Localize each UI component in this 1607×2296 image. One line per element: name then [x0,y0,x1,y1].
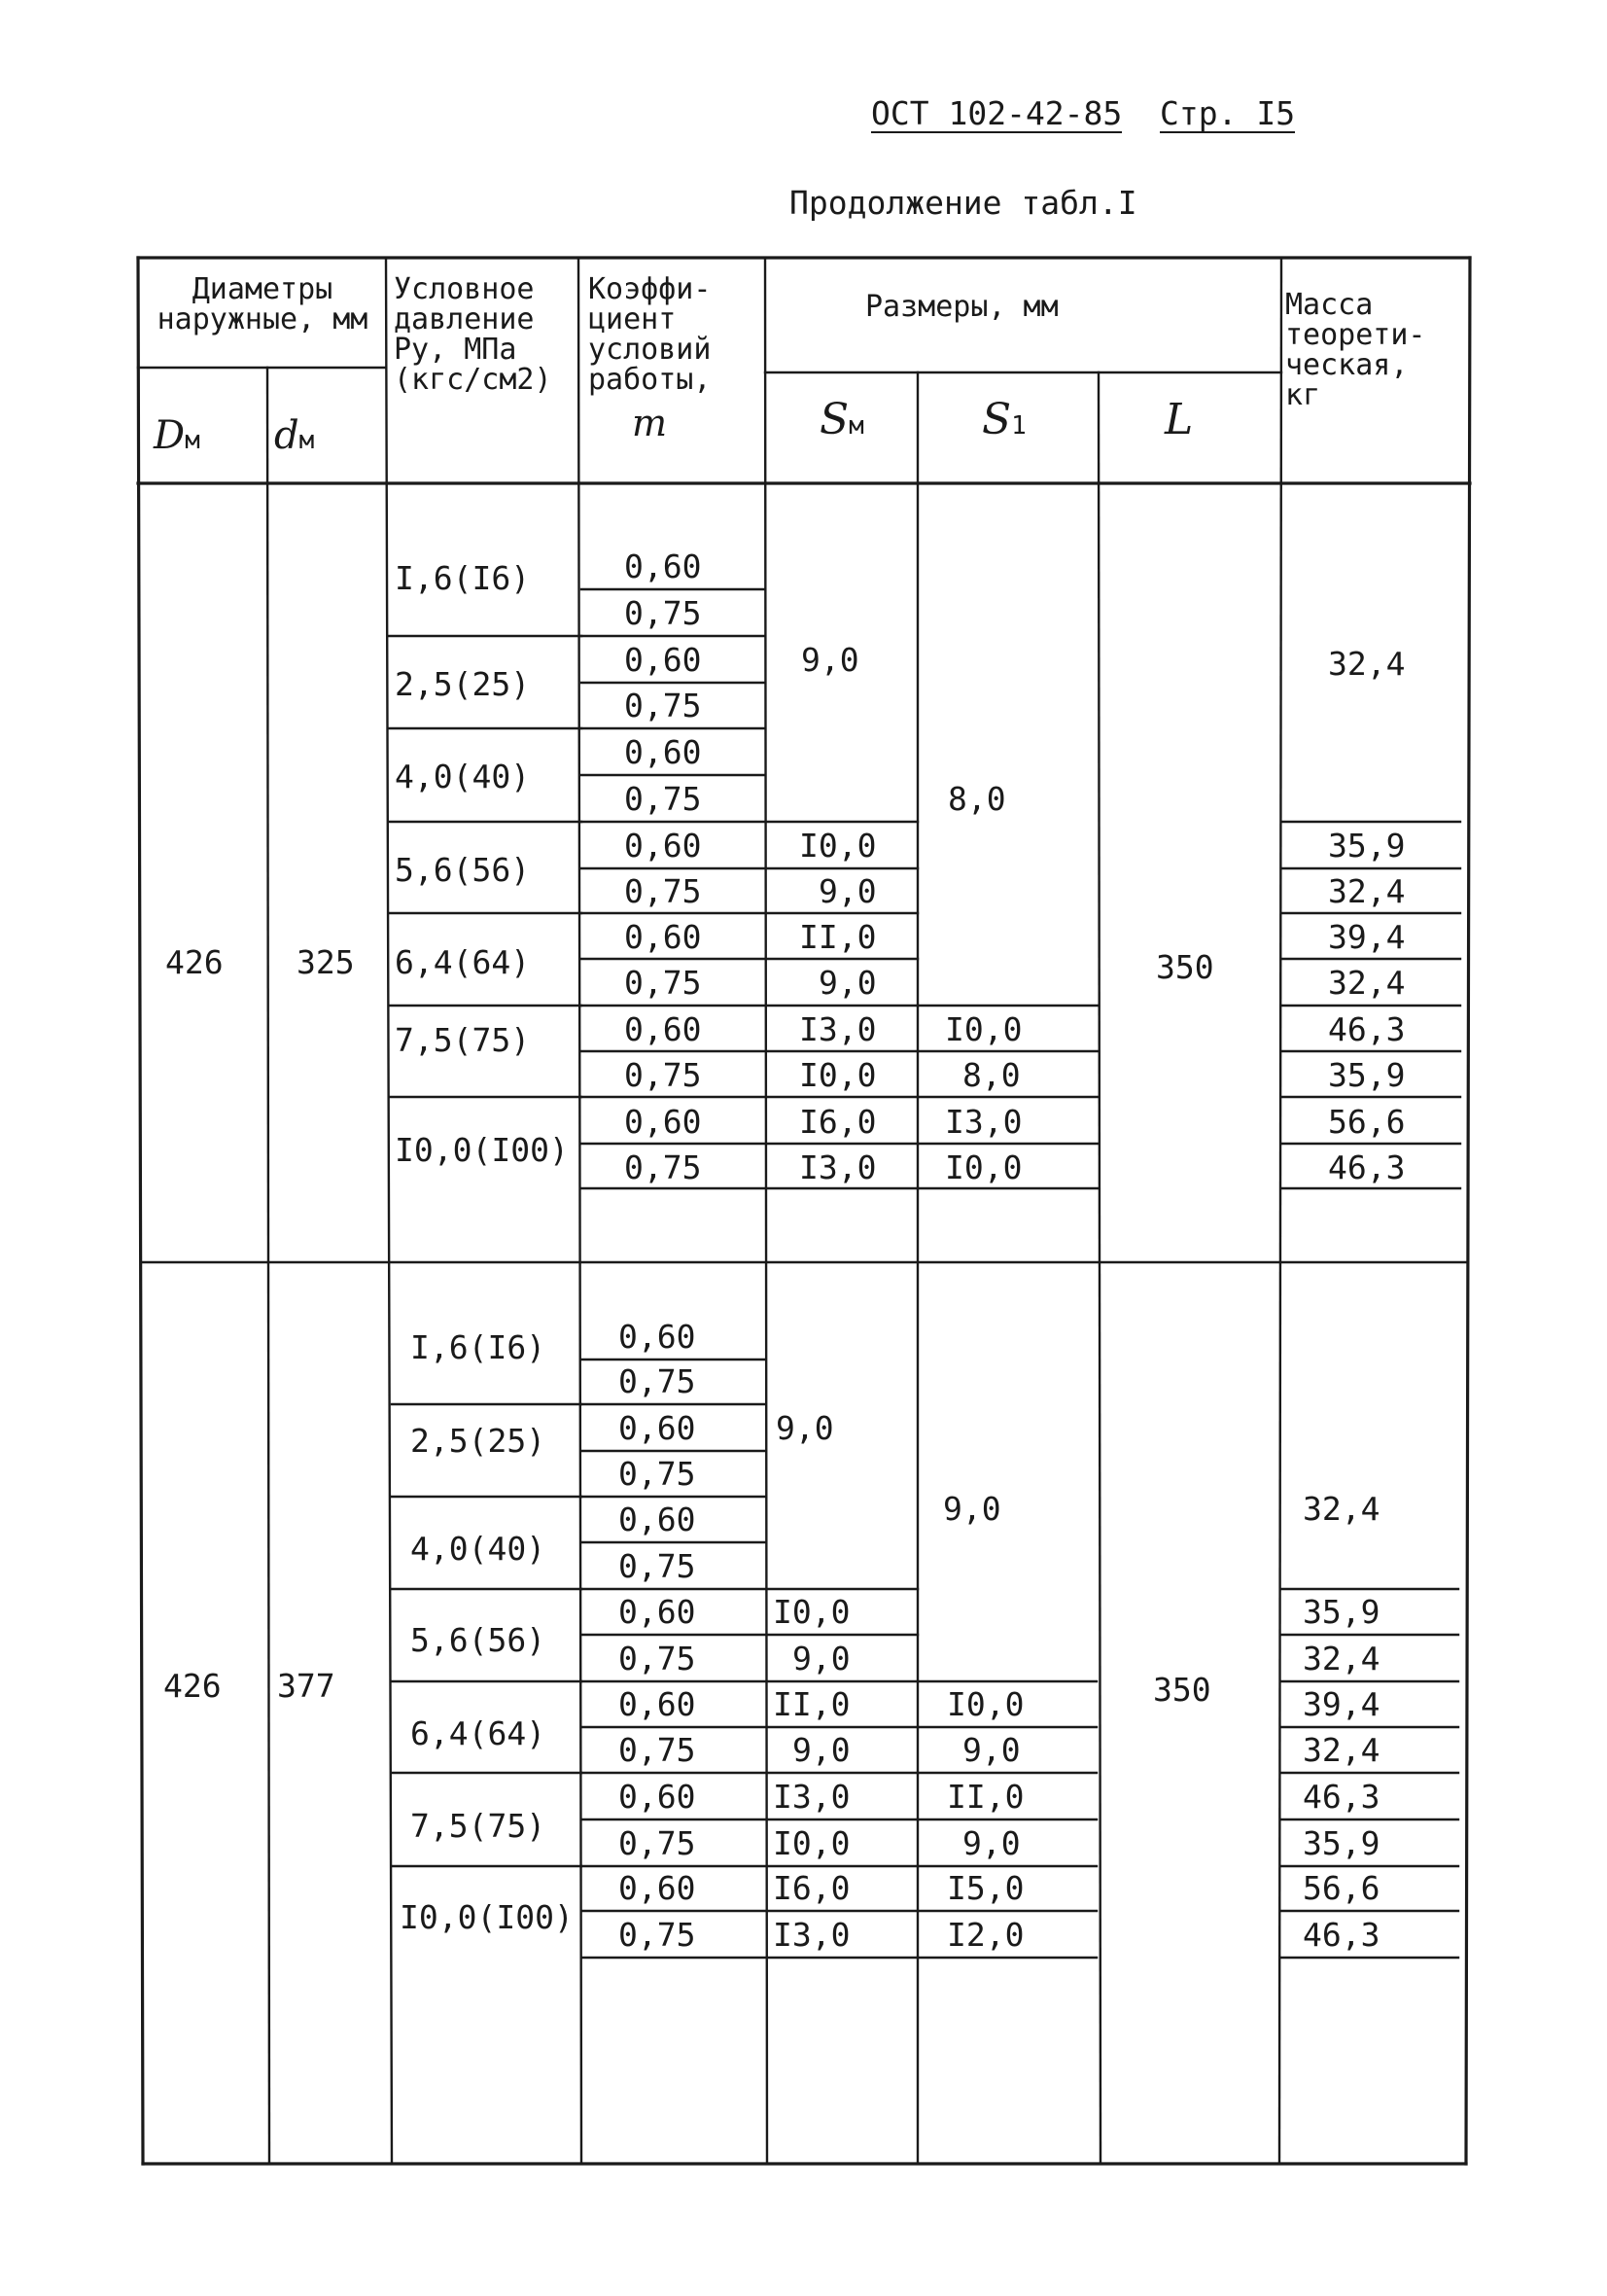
group1-pressure: 2,5(25) [395,665,531,703]
group1-S1: I0,0 [945,1010,1023,1048]
group2-m: 0,75 [618,1916,696,1954]
group2-m: 0,60 [618,1409,696,1447]
group1-pressure: 6,4(64) [395,943,531,981]
group1-Sm: II,0 [799,918,877,956]
group1-mass: 39,4 [1328,918,1406,956]
group2-S1: I0,0 [947,1685,1025,1723]
group2-mass: 32,4 [1303,1490,1380,1528]
group1-S1: 8,0 [948,780,1006,818]
group1-pressure: I,6(I6) [395,559,531,597]
group1-Sm: I0,0 [799,1056,877,1094]
group1-m: 0,60 [624,548,702,585]
header-sizes: Размеры, мм [865,290,1059,324]
group1-d: 325 [297,943,355,981]
group2-Sm: II,0 [773,1685,851,1723]
group1-mass: 46,3 [1328,1010,1406,1048]
document-code: ОСТ 102-42-85 [871,94,1123,132]
page-number: Стр. I5 [1160,94,1296,132]
group1-m: 0,75 [624,780,702,818]
group1-D: 426 [165,943,224,981]
group1-m: 0,75 [624,872,702,910]
group1-pressure: 4,0(40) [395,758,531,795]
group2-pressure: 5,6(56) [410,1621,546,1659]
group1-Sm: 9,0 [819,964,877,1002]
group2-Sm: I3,0 [773,1916,851,1954]
table-caption: Продолжение табл.I [789,184,1137,222]
group2-pressure: 4,0(40) [410,1530,546,1568]
group1-Sm: I3,0 [799,1010,877,1048]
header-L: L [1165,395,1194,444]
group2-m: 0,60 [618,1501,696,1538]
group2-mass: 35,9 [1303,1824,1380,1862]
group1-Sm: 9,0 [819,872,877,910]
group1-m: 0,60 [624,827,702,865]
group2-D: 426 [163,1667,222,1705]
group2-Sm: I6,0 [773,1869,851,1907]
group2-L: 350 [1153,1671,1211,1709]
group1-pressure: 5,6(56) [395,851,531,889]
group2-Sm: I3,0 [773,1778,851,1816]
group1-m: 0,75 [624,964,702,1002]
group2-m: 0,75 [618,1640,696,1678]
group1-m: 0,60 [624,1103,702,1141]
group2-m: 0,75 [618,1824,696,1862]
group1-mass: 35,9 [1328,827,1406,865]
header-coefficient: Коэффи- циент условий работы, [588,272,712,397]
group1-m: 0,60 [624,641,702,679]
group2-m: 0,60 [618,1685,696,1723]
group2-S1: 9,0 [962,1824,1021,1862]
group1-m: 0,75 [624,1148,702,1186]
header-D: Dм [154,413,200,458]
header-pressure: Условное давление Ру, МПа (кгс/см2) [394,272,552,397]
header-S1: S1 [982,395,1027,444]
group2-Sm: 9,0 [776,1409,834,1447]
group1-m: 0,60 [624,918,702,956]
header-Sm: Sм [820,395,864,444]
group2-mass: 39,4 [1303,1685,1380,1723]
group2-m: 0,60 [618,1778,696,1816]
group2-S1: 9,0 [943,1490,1001,1528]
group2-d: 377 [277,1667,335,1705]
group2-pressure: I,6(I6) [410,1328,546,1366]
group2-pressure: 7,5(75) [410,1807,546,1845]
group2-m: 0,75 [618,1362,696,1400]
group2-S1: 9,0 [962,1731,1021,1769]
group1-mass: 46,3 [1328,1148,1406,1186]
group2-mass: 32,4 [1303,1640,1380,1678]
header-m-symbol: m [632,402,668,444]
group2-S1: II,0 [947,1778,1025,1816]
group1-m: 0,75 [624,687,702,724]
header-d: dм [274,413,315,458]
group1-L: 350 [1156,948,1214,986]
group2-m: 0,60 [618,1593,696,1631]
group2-S1: I5,0 [947,1869,1025,1907]
group1-m: 0,75 [624,594,702,632]
group1-m: 0,60 [624,1010,702,1048]
group1-S1: I3,0 [945,1103,1023,1141]
group2-m: 0,60 [618,1869,696,1907]
group1-mass: 56,6 [1328,1103,1406,1141]
group1-mass: 32,4 [1328,645,1406,683]
group1-Sm: 9,0 [801,641,859,679]
group2-mass: 46,3 [1303,1916,1380,1954]
group2-pressure: I0,0(I00) [400,1898,574,1936]
group1-S1: 8,0 [962,1056,1021,1094]
group2-mass: 46,3 [1303,1778,1380,1816]
group1-Sm: I3,0 [799,1148,877,1186]
group2-Sm: I0,0 [773,1824,851,1862]
group2-pressure: 6,4(64) [410,1714,546,1752]
group2-m: 0,75 [618,1731,696,1769]
group2-Sm: I0,0 [773,1593,851,1631]
group2-mass: 56,6 [1303,1869,1380,1907]
group1-pressure: I0,0(I00) [395,1131,569,1169]
group1-Sm: I6,0 [799,1103,877,1141]
group2-m: 0,75 [618,1547,696,1585]
group2-mass: 32,4 [1303,1731,1380,1769]
group1-mass: 32,4 [1328,964,1406,1002]
group2-mass: 35,9 [1303,1593,1380,1631]
group1-mass: 32,4 [1328,872,1406,910]
group2-Sm: 9,0 [792,1731,851,1769]
group1-S1: I0,0 [945,1148,1023,1186]
group2-m: 0,75 [618,1455,696,1493]
group2-S1: I2,0 [947,1916,1025,1954]
group1-m: 0,75 [624,1056,702,1094]
group1-mass: 35,9 [1328,1056,1406,1094]
group2-m: 0,60 [618,1318,696,1356]
header-diameters: Диаметры наружные, мм [157,272,368,336]
header-mass: Масса теорети- ческая, кг [1285,288,1426,412]
group1-Sm: I0,0 [799,827,877,865]
group2-pressure: 2,5(25) [410,1422,546,1460]
group2-Sm: 9,0 [792,1640,851,1678]
group1-m: 0,60 [624,733,702,771]
group1-pressure: 7,5(75) [395,1021,531,1059]
